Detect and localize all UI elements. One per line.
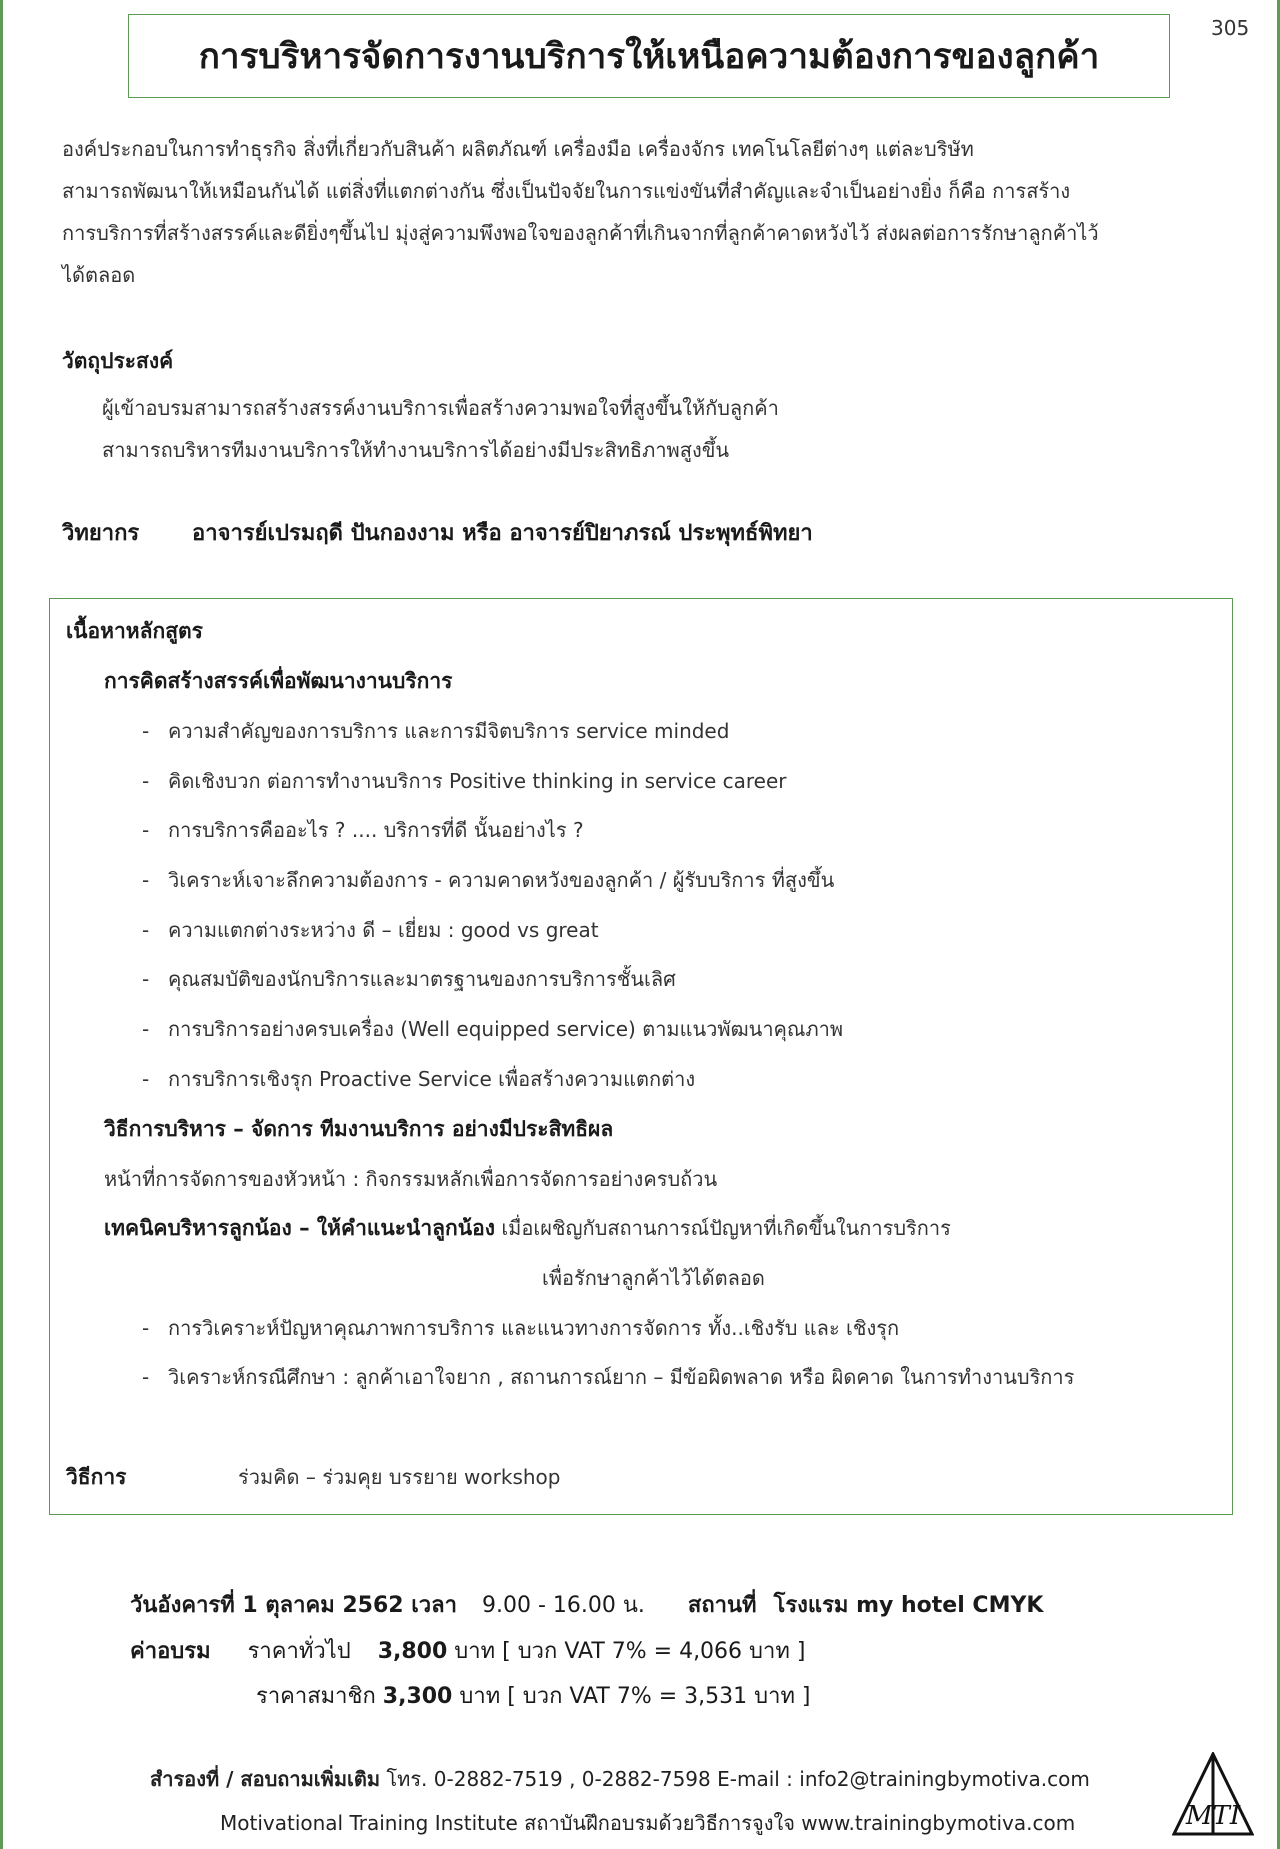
bullet: -: [142, 769, 150, 793]
contact-line: [150, 1763, 1090, 1795]
intro-line: สามารถพัฒนาให้เหมือนกันได้ แต่สิ่งที่แตกต่างกัน ซึ่งเป็นปัจจัยในการแข่งขันที่สำคัญและจำเป็นอย่างยิ่ง ก็คือ การสร้าง: [62, 179, 1071, 203]
baht-unit: บาท: [454, 1639, 496, 1664]
list-item-text: การบริการอย่างครบเครื่อง (Well equipped service) ตามแนวพัฒนาคุณภาพ: [168, 1017, 844, 1041]
bullet: -: [142, 1067, 150, 1091]
contact-details: โทร. 0-2882-7519 , 0-2882-7598 E-mail : info2@trainingbymotiva.com: [380, 1767, 1090, 1791]
list-item: [142, 864, 834, 896]
list-item: [142, 814, 584, 846]
list-item: [142, 765, 787, 797]
bullet: -: [142, 918, 150, 942]
price-member-label: ราคาสมาชิก: [256, 1684, 376, 1709]
bullet: -: [142, 1017, 150, 1041]
list-item-text: การวิเคราะห์ปัญหาคุณภาพการบริการ และแนวทางการจัดการ ทั้ง..เชิงรับ และ เชิงรุก: [168, 1316, 900, 1340]
instructor-line: [62, 515, 813, 550]
price-general-vat: [ บวก VAT 7% = 4,066 บาท ]: [502, 1639, 806, 1664]
section-title-line: [104, 1212, 951, 1245]
venue-label: สถานที่: [687, 1593, 757, 1618]
bullet: -: [142, 1316, 150, 1340]
price-member: 3,300: [382, 1684, 453, 1709]
time-value: 9.00 - 16.00 น.: [481, 1593, 645, 1618]
price-member-vat: [ บวก VAT 7% = 3,531 บาท ]: [507, 1684, 811, 1709]
contact-label: สำรองที่ / สอบถามเพิ่มเติม: [150, 1767, 381, 1791]
intro-line: องค์ประกอบในการทำธุรกิจ สิ่งที่เกี่ยวกับสินค้า ผลิตภัณฑ์ เครื่องมือ เครื่องจักร เทคโนโลยีต่างๆ แต่ละบริษัท: [62, 137, 974, 161]
list-item: [142, 715, 729, 747]
section-line: หน้าที่การจัดการของหัวหน้า : กิจกรรมหลักเพื่อการจัดการอย่างครบถ้วน: [104, 1167, 718, 1191]
list-item: [142, 1013, 843, 1045]
course-content-box: [49, 598, 1233, 1515]
price-general: 3,800: [377, 1639, 448, 1664]
page-number: 305: [1211, 16, 1250, 40]
section-title-continuation: เพื่อรักษาลูกค้าไว้ได้ตลอด: [542, 1266, 765, 1290]
list-item-text: การบริการเชิงรุก Proactive Service เพื่อสร้างความแตกต่าง: [168, 1067, 696, 1091]
section-title: วิธีการบริหาร – จัดการ ทีมงานบริการ อย่างมีประสิทธิผล: [104, 1117, 614, 1141]
section-title: การคิดสร้างสรรค์เพื่อพัฒนางานบริการ: [104, 669, 453, 693]
list-item-text: วิเคราะห์กรณีศึกษา : ลูกค้าเอาใจยาก , สถานการณ์ยาก – มีข้อผิดพลาด หรือ ผิดคาด ในการทำงานบริการ: [168, 1365, 1075, 1389]
objective-item: สามารถบริหารทีมงานบริการให้ทำงานบริการได้อย่างมีประสิทธิภาพสูงขึ้น: [102, 438, 730, 462]
page-title: การบริหารจัดการงานบริการให้เหนือความต้องการของลูกค้า: [198, 36, 1100, 77]
list-item: [142, 1063, 695, 1095]
fee-label: ค่าอบรม: [130, 1639, 211, 1664]
list-item-text: วิเคราะห์เจาะลึกความต้องการ - ความคาดหวังของลูกค้า / ผู้รับบริการ ที่สูงขึ้น: [168, 868, 835, 892]
list-item: [142, 1312, 899, 1344]
bullet: -: [142, 868, 150, 892]
institute-line: Motivational Training Institute สถาบันฝึกอบรมด้วยวิธีการจูงใจ www.trainingbymotiva.com: [220, 1811, 1076, 1835]
bullet: -: [142, 967, 150, 991]
bullet: -: [142, 1365, 150, 1389]
list-item-text: คุณสมบัติของนักบริการและมาตรฐานของการบริการชั้นเลิศ: [168, 967, 676, 991]
method-label: วิธีการ: [66, 1465, 127, 1489]
title-box: [128, 14, 1170, 98]
fee-general-line: [130, 1633, 805, 1668]
baht-unit: บาท: [459, 1684, 501, 1709]
instructor-label: วิทยากร: [62, 521, 140, 546]
course-heading: เนื้อหาหลักสูตร: [66, 619, 203, 643]
list-item: [142, 963, 676, 995]
method-value: ร่วมคิด – ร่วมคุย บรรยาย workshop: [238, 1465, 561, 1489]
bullet: -: [142, 719, 150, 743]
date-label: วันอังคารที่ 1 ตุลาคม 2562 เวลา: [130, 1593, 457, 1618]
fee-member-line: [256, 1678, 811, 1713]
institute-logo: [1172, 1752, 1254, 1836]
list-item-text: ความแตกต่างระหว่าง ดี – เยี่ยม : good vs great: [168, 918, 599, 942]
instructor-names: อาจารย์เปรมฤดี ปันกองงาม หรือ อาจารย์ปิยาภรณ์ ประพุทธ์พิทยา: [192, 521, 813, 546]
intro-line: การบริการที่สร้างสรรค์และดียิ่งๆขึ้นไป มุ่งสู่ความพึงพอใจของลูกค้าที่เกินจากที่ลูกค้าคาดหวังไว้ ส่งผลต่อการรักษาลูกค้าไว้: [62, 221, 1099, 245]
section-title: เทคนิคบริหารลูกน้อง – ให้คำแนะนำลูกน้อง: [104, 1216, 495, 1240]
price-general-label: ราคาทั่วไป: [247, 1639, 351, 1664]
intro-line: ได้ตลอด: [62, 263, 136, 287]
schedule-line: [130, 1587, 1043, 1622]
logo-text: MTI: [1185, 1801, 1241, 1831]
list-item: [142, 1361, 1074, 1393]
bullet: -: [142, 818, 150, 842]
objective-item: ผู้เข้าอบรมสามารถสร้างสรรค์งานบริการเพื่อสร้างความพอใจที่สูงขึ้นให้กับลูกค้า: [102, 396, 779, 420]
venue-value: โรงแรม my hotel CMYK: [773, 1593, 1044, 1618]
list-item: [142, 914, 599, 946]
list-item-text: ความสำคัญของการบริการ และการมีจิตบริการ service minded: [168, 719, 730, 743]
list-item-text: คิดเชิงบวก ต่อการทำงานบริการ Positive thinking in service career: [168, 769, 787, 793]
objectives-heading: วัตถุประสงค์: [62, 349, 174, 373]
section-title-rest: เมื่อเผชิญกับสถานการณ์ปัญหาที่เกิดขึ้นในการบริการ: [494, 1216, 951, 1240]
intro-paragraph: [62, 128, 1214, 296]
list-item-text: การบริการคืออะไร ? .... บริการที่ดี นั้นอย่างไร ?: [168, 818, 584, 842]
